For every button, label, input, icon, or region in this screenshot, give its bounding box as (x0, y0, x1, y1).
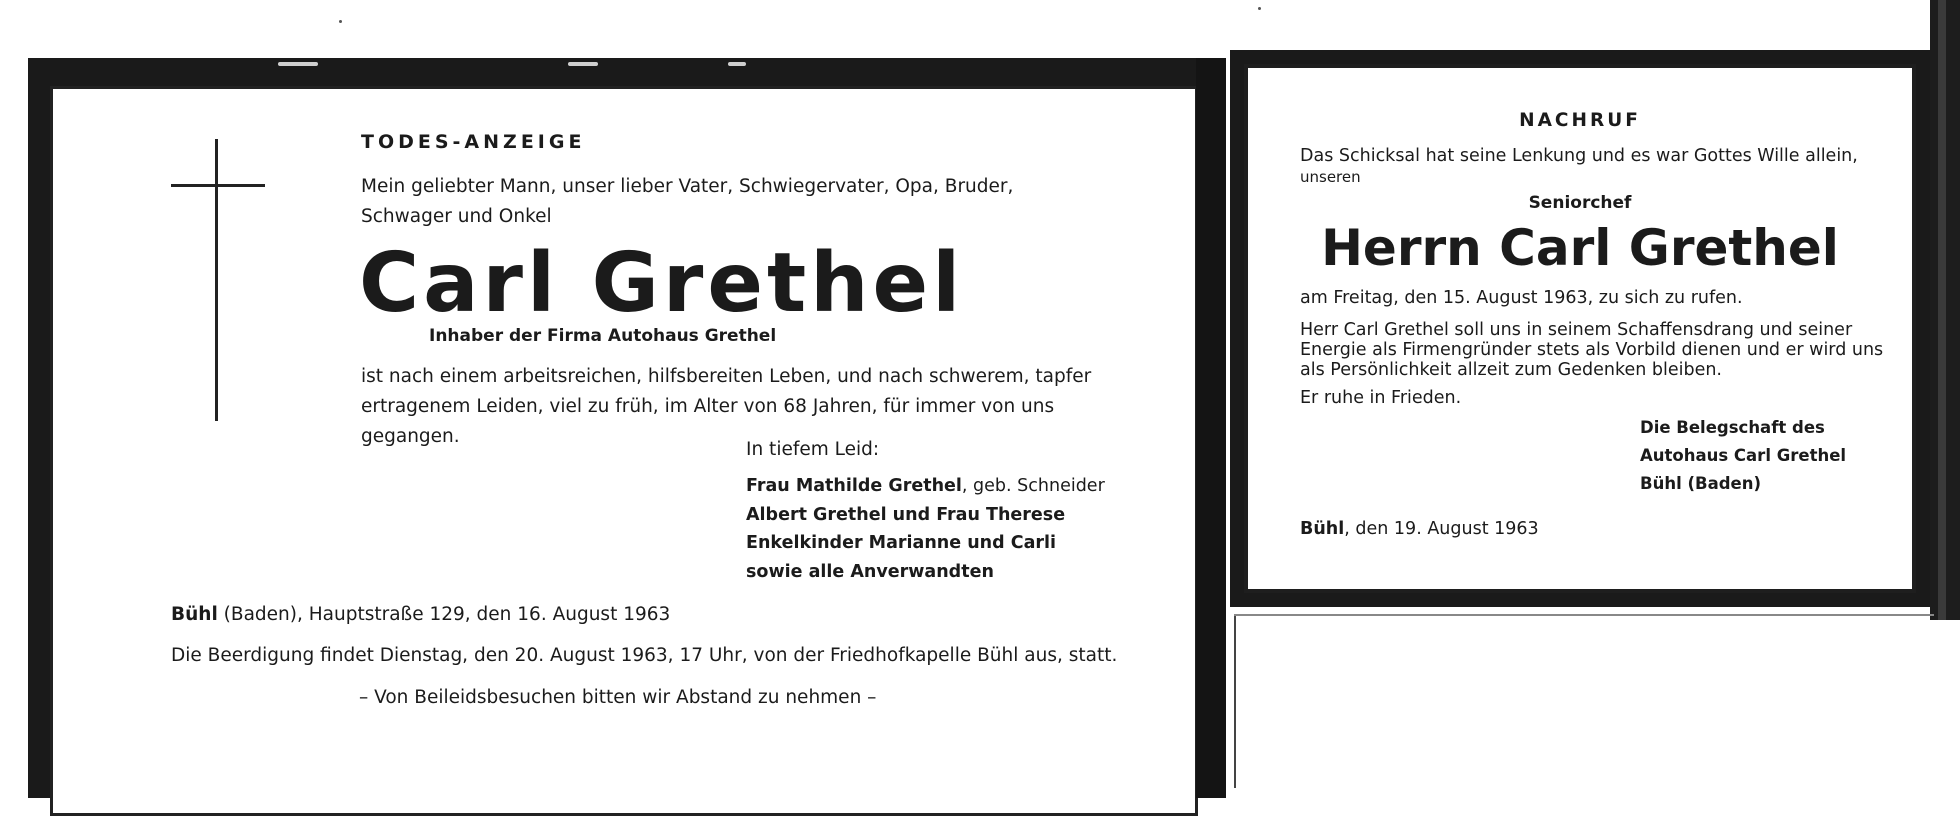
frame-speck (278, 62, 318, 66)
mourners-list (746, 472, 1105, 586)
notice-intro: Mein geliebter Mann, unser lieber Vater, Schwiegervater, Opa, Bruder, Schwager und Onkel (361, 176, 1014, 227)
obituary-frame (1230, 50, 1930, 607)
cross-icon (215, 139, 218, 421)
mourner-line: sowie alle Anverwandten (746, 561, 994, 582)
condolence-note: – Von Beileidsbesuchen bitten wir Abstand zu nehmen – (359, 687, 877, 708)
signer-line: Bühl (Baden) (1640, 474, 1762, 493)
deceased-name: Carl Grethel (359, 236, 965, 331)
lower-block-border (1234, 614, 1934, 616)
mourner-line: Frau Mathilde Grethel, geb. Schneider (746, 476, 1105, 496)
separator-stripe (1196, 58, 1226, 798)
obituary-intro: Das Schicksal hat seine Lenkung und es war Gottes Wille allein, (1300, 146, 1858, 166)
obituary-signers (1640, 414, 1846, 498)
deceased-title: Inhaber der Firma Autohaus Grethel (429, 326, 777, 346)
speck (1258, 7, 1261, 10)
obituary-role: Seniorchef (1528, 193, 1632, 213)
lower-block-border (1234, 616, 1236, 788)
mourner-line: Enkelkinder Marianne und Carli (746, 533, 1057, 553)
obituary-peace: Er ruhe in Frieden. (1300, 388, 1462, 408)
notice-body: ist nach einem arbeitsreichen, hilfsbereiten Leben, und nach schwerem, tapfer ertragenem Leiden, viel zu früh, im Alter von 68 Jahren, für immer von uns gegangen. (361, 366, 1092, 447)
page-edge-shade (1938, 0, 1946, 620)
frame-speck (568, 62, 598, 66)
mourning-title: In tiefem Leid: (746, 439, 880, 460)
cross-icon-bar (171, 184, 265, 187)
signer-line: Die Belegschaft des (1640, 418, 1825, 437)
obituary-date: am Freitag, den 15. August 1963, zu sich zu rufen. (1300, 288, 1743, 308)
mourner-line: Albert Grethel und Frau Therese (746, 504, 1066, 525)
obituary-intro-cont: unseren (1300, 168, 1361, 186)
death-notice-frame (28, 58, 1226, 798)
speck (339, 20, 342, 23)
signer-line: Autohaus Carl Grethel (1640, 446, 1847, 465)
obituary-notice (1244, 64, 1916, 593)
obituary-name: Herrn Carl Grethel (1321, 219, 1839, 277)
place-date: Bühl (Baden), Hauptstraße 129, den 16. August 1963 (171, 604, 671, 625)
obituary-heading: NACHRUF (1519, 110, 1641, 131)
burial-info: Die Beerdigung findet Dienstag, den 20. August 1963, 17 Uhr, von der Friedhofkapelle Bühl aus, statt. (171, 645, 1118, 666)
obituary-body: Herr Carl Grethel soll uns in seinem Schaffensdrang und seiner Energie als Firmengründer stets als Vorbild dienen und er wird uns als Persönlichkeit allzeit zum Gedenken bleiben. (1300, 320, 1884, 380)
death-notice (50, 86, 1198, 816)
frame-speck (728, 62, 746, 66)
obituary-place-date: Bühl, den 19. August 1963 (1300, 519, 1539, 539)
notice-heading: TODES-ANZEIGE (361, 131, 586, 153)
